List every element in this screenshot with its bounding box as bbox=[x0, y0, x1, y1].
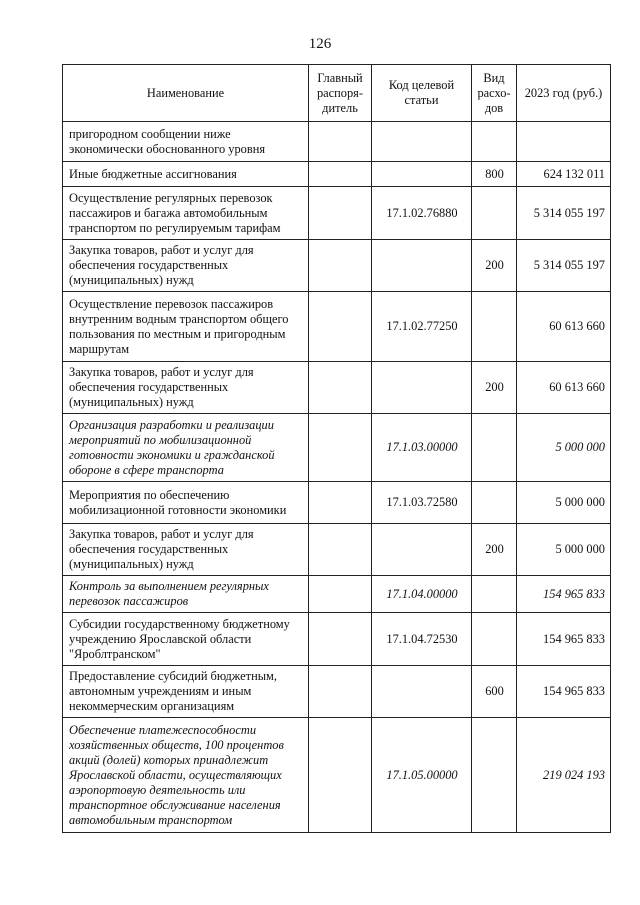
cell-expense-type bbox=[472, 613, 517, 666]
cell-manager bbox=[309, 666, 372, 718]
cell-amount: 5 000 000 bbox=[517, 524, 611, 576]
cell-target-code bbox=[372, 362, 472, 414]
cell-name: Мероприятия по обеспечению мобилизационной готовности экономики bbox=[63, 482, 309, 524]
cell-amount: 5 314 055 197 bbox=[517, 240, 611, 292]
cell-name: Осуществление перевозок пассажиров внутренним водным транспортом общего пользования по местным и пригородным маршрутам bbox=[63, 292, 309, 362]
cell-manager bbox=[309, 240, 372, 292]
cell-manager bbox=[309, 414, 372, 482]
cell-name: Субсидии государственному бюджетному учреждению Ярославской области "Яроблтранском" bbox=[63, 613, 309, 666]
table-header-row bbox=[63, 65, 611, 122]
cell-name: Закупка товаров, работ и услуг для обеспечения государственных (муниципальных) нужд bbox=[63, 362, 309, 414]
cell-target-code: 17.1.03.00000 bbox=[372, 414, 472, 482]
cell-amount: 5 314 055 197 bbox=[517, 187, 611, 240]
cell-manager bbox=[309, 292, 372, 362]
table-row bbox=[63, 524, 611, 576]
cell-expense-type bbox=[472, 482, 517, 524]
cell-expense-type: 600 bbox=[472, 666, 517, 718]
cell-target-code: 17.1.04.72530 bbox=[372, 613, 472, 666]
header-expense-type: Вид расхо-дов bbox=[472, 65, 517, 122]
table-row bbox=[63, 666, 611, 718]
cell-expense-type bbox=[472, 414, 517, 482]
table-row bbox=[63, 162, 611, 187]
cell-target-code bbox=[372, 240, 472, 292]
table-row bbox=[63, 718, 611, 833]
cell-manager bbox=[309, 187, 372, 240]
cell-manager bbox=[309, 576, 372, 613]
cell-target-code: 17.1.05.00000 bbox=[372, 718, 472, 833]
table-row bbox=[63, 414, 611, 482]
cell-name: Закупка товаров, работ и услуг для обеспечения государственных (муниципальных) нужд bbox=[63, 240, 309, 292]
table-body bbox=[63, 122, 611, 833]
cell-name: Обеспечение платежеспособности хозяйственных обществ, 100 процентов акций (долей) которых принадлежит Ярославской области, осуществляющих аэропортовую деятельность или транспортное обслуживание населения автомобильным транспортом bbox=[63, 718, 309, 833]
cell-expense-type bbox=[472, 718, 517, 833]
cell-expense-type: 200 bbox=[472, 240, 517, 292]
cell-amount: 154 965 833 bbox=[517, 613, 611, 666]
cell-amount: 219 024 193 bbox=[517, 718, 611, 833]
cell-target-code: 17.1.02.77250 bbox=[372, 292, 472, 362]
cell-name: Иные бюджетные ассигнования bbox=[63, 162, 309, 187]
cell-amount: 624 132 011 bbox=[517, 162, 611, 187]
cell-amount: 5 000 000 bbox=[517, 414, 611, 482]
cell-target-code bbox=[372, 122, 472, 162]
cell-expense-type bbox=[472, 122, 517, 162]
cell-amount: 5 000 000 bbox=[517, 482, 611, 524]
table-row bbox=[63, 576, 611, 613]
cell-amount: 154 965 833 bbox=[517, 576, 611, 613]
cell-manager bbox=[309, 482, 372, 524]
header-name: Наименование bbox=[63, 65, 309, 122]
table-row bbox=[63, 482, 611, 524]
table-row bbox=[63, 292, 611, 362]
cell-amount: 154 965 833 bbox=[517, 666, 611, 718]
header-manager: Главный распоря-дитель bbox=[309, 65, 372, 122]
table-row bbox=[63, 362, 611, 414]
page-number: 126 bbox=[308, 36, 332, 52]
cell-amount: 60 613 660 bbox=[517, 292, 611, 362]
cell-expense-type bbox=[472, 292, 517, 362]
cell-manager bbox=[309, 613, 372, 666]
cell-name: Предоставление субсидий бюджетным, автономным учреждениям и иным некоммерческим организациям bbox=[63, 666, 309, 718]
cell-expense-type bbox=[472, 187, 517, 240]
cell-manager bbox=[309, 362, 372, 414]
cell-name: Контроль за выполнением регулярных перевозок пассажиров bbox=[63, 576, 309, 613]
header-year-2023: 2023 год (руб.) bbox=[517, 65, 611, 122]
cell-manager bbox=[309, 162, 372, 187]
cell-amount bbox=[517, 122, 611, 162]
cell-target-code: 17.1.04.00000 bbox=[372, 576, 472, 613]
cell-name: пригородном сообщении ниже экономически обоснованного уровня bbox=[63, 122, 309, 162]
cell-expense-type: 200 bbox=[472, 362, 517, 414]
cell-target-code bbox=[372, 524, 472, 576]
cell-expense-type: 800 bbox=[472, 162, 517, 187]
cell-target-code bbox=[372, 666, 472, 718]
cell-name: Осуществление регулярных перевозок пассажиров и багажа автомобильным транспортом по регулируемым тарифам bbox=[63, 187, 309, 240]
cell-name: Закупка товаров, работ и услуг для обеспечения государственных (муниципальных) нужд bbox=[63, 524, 309, 576]
table-row bbox=[63, 240, 611, 292]
cell-target-code: 17.1.03.72580 bbox=[372, 482, 472, 524]
cell-name: Организация разработки и реализации мероприятий по мобилизационной готовности экономики и гражданской обороне в сфере транспорта bbox=[63, 414, 309, 482]
cell-target-code bbox=[372, 162, 472, 187]
budget-table bbox=[62, 64, 611, 833]
table-row bbox=[63, 122, 611, 162]
cell-target-code: 17.1.02.76880 bbox=[372, 187, 472, 240]
cell-expense-type: 200 bbox=[472, 524, 517, 576]
cell-manager bbox=[309, 122, 372, 162]
table-row bbox=[63, 187, 611, 240]
header-target-code: Код целевой статьи bbox=[372, 65, 472, 122]
table-row bbox=[63, 613, 611, 666]
cell-manager bbox=[309, 718, 372, 833]
cell-manager bbox=[309, 524, 372, 576]
cell-expense-type bbox=[472, 576, 517, 613]
cell-amount: 60 613 660 bbox=[517, 362, 611, 414]
